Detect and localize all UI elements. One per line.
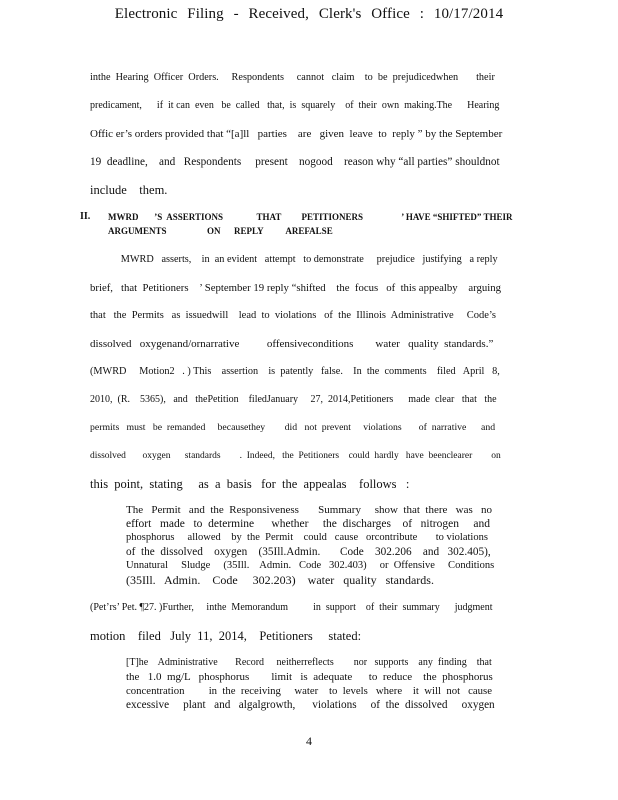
paragraph-hearing-officer-orders <box>90 64 502 204</box>
text-line: include them. <box>90 183 168 197</box>
page-number: 4 <box>306 734 312 748</box>
text-line: (Pet’rs’ Pet. ¶27. )Further, inthe Memorandum in support of their summary judgment <box>90 602 493 613</box>
text-line: motion filed July 11, 2014, Petitioners stated: <box>90 629 362 643</box>
quote-line: The Permit and the Responsiveness Summary show that there was no <box>126 504 493 516</box>
section-number: II. <box>80 211 91 222</box>
quote-line: of the dissolved oxygen (35Ill.Admin. Code 302.206 and 302.405), <box>126 546 491 558</box>
block-quote-permit <box>126 503 496 587</box>
text-line: dissolved oxygenand/ornarrative offensiveconditions water quality standards.” <box>90 338 494 350</box>
quote-line: concentration in the receiving water to levels where it will not cause <box>126 685 492 697</box>
block-quote-administrative-record <box>126 656 496 712</box>
quote-line: [T]he Administrative Record neitherreflects nor supports any finding that <box>126 657 492 668</box>
filing-stamp-header: Electronic Filing - Received, Clerk's Office : 10/17/2014 <box>114 6 504 22</box>
text-line: (MWRD Motion2 . ) This assertion is patently false. In the comments filed April 8, <box>90 366 500 377</box>
text-line: Offic er’s orders provided that “[a]ll parties are given leave to reply ” by the September <box>90 128 503 140</box>
text-line: inthe Hearing Officer Orders. Respondents cannot claim to be prejudicedwhen their <box>90 72 495 83</box>
section-heading-line-2: ARGUMENTS ON REPLY AREFALSE <box>108 226 333 236</box>
section-heading-line-1: MWRD ’S ASSERTIONS THAT PETITIONERS ’ HAVE “SHIFTED” THEIR <box>108 212 513 222</box>
text-line: brief, that Petitioners ’ September 19 reply “shifted the focus of this appealby arguing <box>90 282 501 294</box>
text-line: that the Permits as issuedwill lead to violations of the Illinois Administrative Code’s <box>90 310 496 321</box>
quote-line: (35Ill. Admin. Code 302.203) water quality standards. <box>126 573 434 587</box>
text-line: dissolved oxygen standards . Indeed, the Petitioners could hardly have beenclearer on <box>90 451 501 461</box>
text-line: this point, stating as a basis for the appealas follows : <box>90 477 410 491</box>
text-line: predicament, if it can even be called that, is squarely of their own making.The Hearing <box>90 100 500 111</box>
quote-line: the 1.0 mg/L phosphorus limit is adequate to reduce the phosphorus <box>126 671 493 683</box>
text-line: 19 deadline, and Respondents present nogood reason why “all parties” shouldnot <box>90 156 500 168</box>
paragraph-mwrd-asserts <box>90 246 502 498</box>
paragraph-petitioners-stated <box>90 594 502 650</box>
text-line: 2010, (R. 5365), and thePetition filedJanuary 27, 2014,Petitioners made clear that the <box>90 394 497 405</box>
text-line: MWRD asserts, in an evident attempt to demonstrate prejudice justifying a reply <box>90 254 498 265</box>
quote-line: excessive plant and algalgrowth, violations of the dissolved oxygen <box>126 699 495 711</box>
quote-line: Unnatural Sludge (35Ill. Admin. Code 302.403) or Offensive Conditions <box>126 560 495 571</box>
quote-line: effort made to determine whether the discharges of nitrogen and <box>126 518 490 530</box>
quote-line: phosphorus allowed by the Permit could cause orcontribute to violations <box>126 532 488 543</box>
text-line: permits must be remanded becausethey did not prevent violations of narrative and <box>90 422 496 433</box>
